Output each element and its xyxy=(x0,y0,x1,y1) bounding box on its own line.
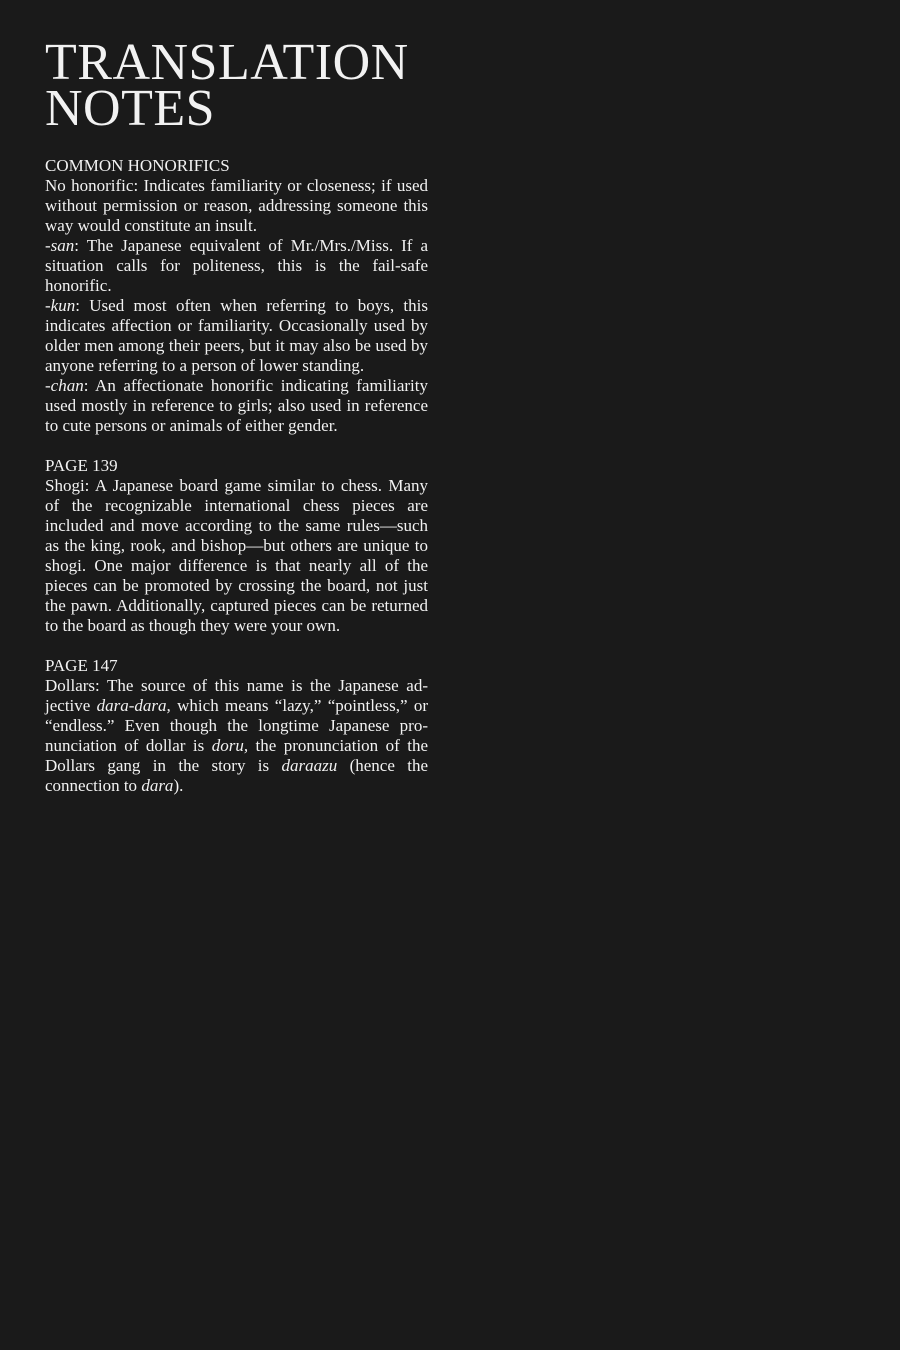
page-139-text: Shogi: A Japanese board game similar to chess. Many of the recognizable international chess pieces are included and move according to the same rules—such as the king, rook, and bishop—but others are unique to shogi. One major difference is that nearly all of the pieces can be promoted by crossing the board, not just the pawn. Additionally, captured pieces can be returned to the board as though they were your own. xyxy=(45,476,428,635)
page-147-text xyxy=(45,676,428,796)
page-147-heading: PAGE 147 xyxy=(45,656,118,675)
honorific-term: No honorific xyxy=(45,176,134,195)
honorific-definition: : Indicates familiarity or closeness; if used without permission or reason, addressing someone this way would constitute an insult. xyxy=(45,176,428,235)
honorific-term: -chan xyxy=(45,376,84,395)
honorific-entry-san xyxy=(45,236,428,296)
italic-term: dara-dara, xyxy=(96,696,171,715)
page-139-note xyxy=(45,456,428,636)
italic-term: dara xyxy=(141,776,174,795)
text-run: the pronunciation of the Dollars gang in the story is xyxy=(45,736,428,775)
text-run: (hence the connection to xyxy=(45,756,428,795)
honorific-definition: : An affectionate honorific indicating familiarity used mostly in reference to girls; also used in reference to cute persons or animals of either gender. xyxy=(45,376,428,435)
page-title xyxy=(45,34,428,137)
text-run: Dollars: The source of this name is the Japanese adjective xyxy=(45,676,428,715)
honorific-term: -san xyxy=(45,236,75,255)
honorific-definition: : Used most often when referring to boys, this indicates affection or familiarity. Occasionally used by older men among their peers, but it may also be used by anyone referring to a person of lower standing. xyxy=(45,296,428,375)
title-line-1: TRANSLATION xyxy=(45,34,409,91)
translation-notes-page xyxy=(45,34,428,796)
honorific-term: -kun xyxy=(45,296,76,315)
page-139-heading: PAGE 139 xyxy=(45,456,118,475)
honorifics-heading: COMMON HONORIFICS xyxy=(45,156,230,175)
honorific-entry-kun xyxy=(45,296,428,376)
honorifics-section xyxy=(45,156,428,436)
text-run: ). xyxy=(173,776,184,795)
page-147-note xyxy=(45,656,428,796)
honorific-definition: : The Japanese equivalent of Mr./Mrs./Miss. If a situation calls for politeness, this is the fail-safe honorific. xyxy=(45,236,428,295)
honorific-entry-chan xyxy=(45,376,428,436)
honorific-entry-none xyxy=(45,176,428,236)
italic-term: doru, xyxy=(211,736,249,755)
title-line-2: NOTES xyxy=(45,80,216,137)
text-run: which means “lazy,” “pointless,” or “endless.” Even though the longtime Japanese pronunciation of dollar is xyxy=(45,696,428,755)
italic-term: daraazu xyxy=(281,756,338,775)
